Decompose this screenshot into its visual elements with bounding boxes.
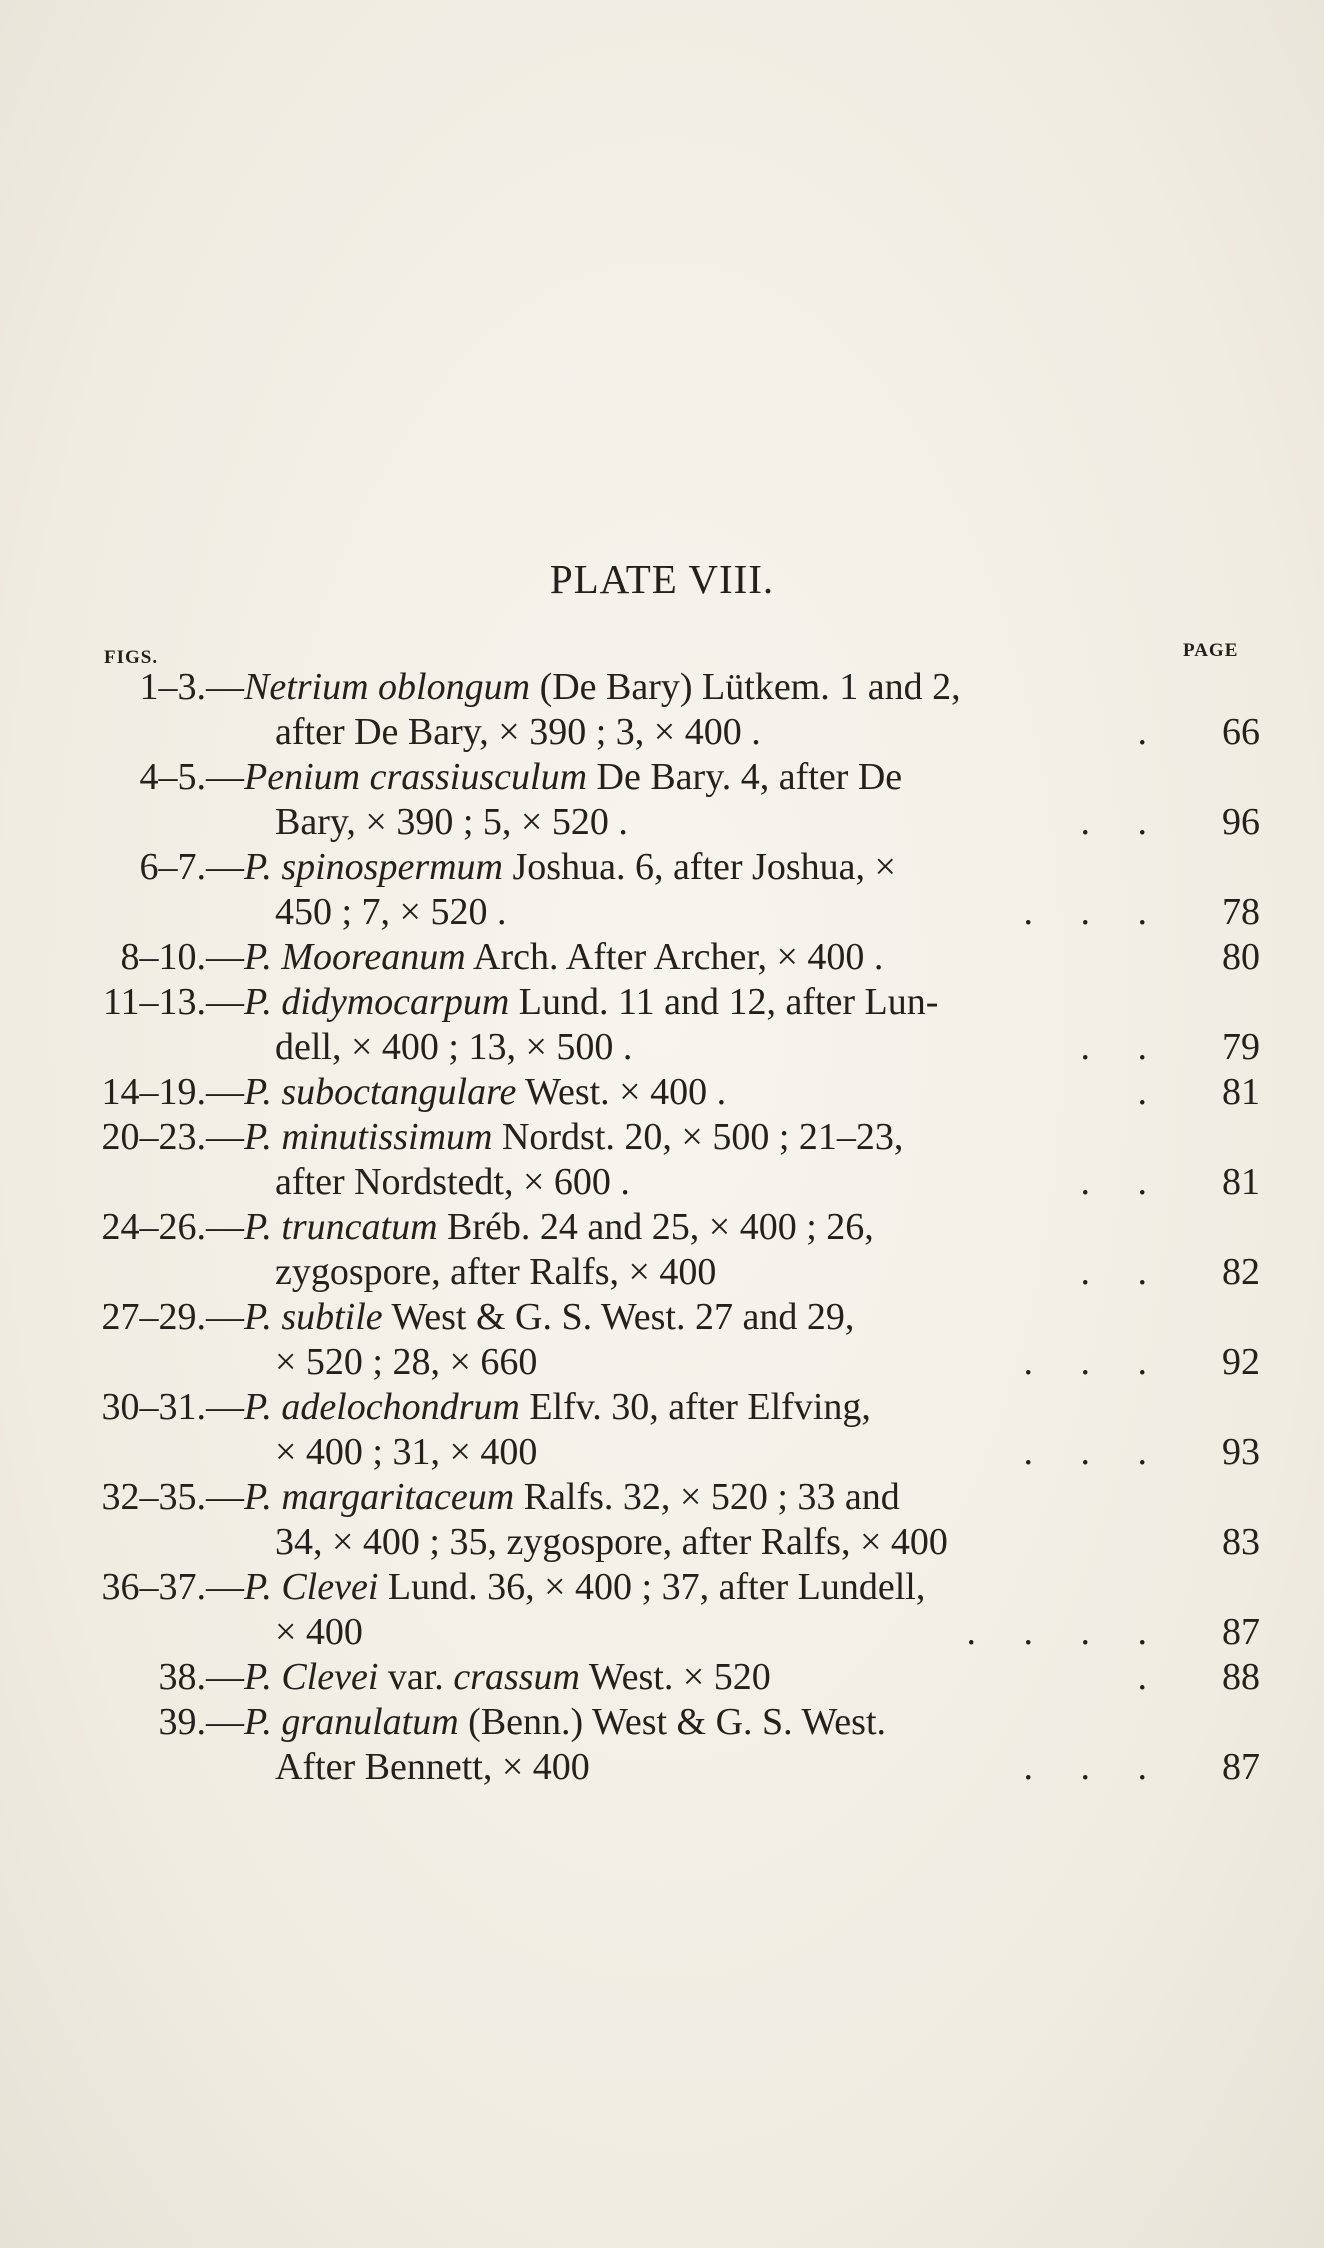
dot-leader: . .	[1080, 1026, 1147, 1068]
dot-leader: .	[1137, 1071, 1147, 1113]
description-text: Lund. 11 and 12, after Lun-	[509, 981, 939, 1023]
figure-numbers: 27–29.—	[101, 1296, 244, 1338]
entry-description	[244, 755, 1147, 800]
description-continuation: × 520 ; 28, × 660	[275, 1341, 538, 1383]
figure-entry	[0, 755, 1324, 845]
dot-leader: . . . .	[966, 1611, 1147, 1653]
figure-entry	[0, 1385, 1324, 1475]
entry-line-2	[0, 800, 1324, 845]
figure-entry	[0, 1475, 1324, 1565]
figure-entry	[0, 1070, 1324, 1115]
figure-numbers: 30–31.—	[101, 1386, 244, 1428]
entry-line-2	[0, 1160, 1324, 1205]
species-name: Penium crassiusculum	[244, 756, 588, 798]
entry-line-1	[0, 845, 1324, 890]
page-number: 96	[1222, 801, 1260, 843]
dot-leader: . .	[1080, 801, 1147, 843]
page-number: 87	[1222, 1611, 1260, 1653]
description-continuation: × 400	[275, 1611, 363, 1653]
entry-line-2	[0, 1340, 1324, 1385]
dot-leader: . .	[1080, 1161, 1147, 1203]
entry-line-1	[0, 1475, 1324, 1520]
entry-line-1	[0, 1295, 1324, 1340]
entry-line-2	[0, 1610, 1324, 1655]
page-number: 93	[1222, 1431, 1260, 1473]
figure-numbers: 32–35.—	[101, 1476, 244, 1518]
entry-line-1	[0, 980, 1324, 1025]
figure-entry	[0, 935, 1324, 980]
description-continuation: dell, × 400 ; 13, × 500 .	[275, 1026, 633, 1068]
species-name: P. Clevei	[244, 1566, 379, 1608]
description-text: Joshua. 6, after Joshua, ×	[503, 846, 896, 888]
dot-leader: . . .	[1023, 1341, 1147, 1383]
entry-description	[244, 665, 1147, 710]
description-continuation: zygospore, after Ralfs, × 400	[275, 1251, 717, 1293]
entry-line-1	[0, 665, 1324, 710]
species-name: Netrium oblongum	[244, 666, 531, 708]
species-name: P. didymocarpum	[244, 981, 510, 1023]
plate-title: PLATE VIII.	[549, 556, 775, 602]
page-number: 79	[1222, 1026, 1260, 1068]
entry-description	[244, 1475, 1147, 1520]
figure-numbers: 4–5.—	[139, 756, 244, 798]
description-continuation: After Bennett, × 400	[275, 1746, 590, 1788]
entry-line-1	[0, 755, 1324, 800]
entry-line-2	[0, 1745, 1324, 1790]
figure-entry	[0, 1115, 1324, 1205]
page-number: 82	[1222, 1251, 1260, 1293]
figure-numbers: 11–13.—	[102, 981, 244, 1023]
description-text: Arch. After Archer, × 400 .	[465, 936, 884, 978]
species-name: P. margaritaceum	[244, 1476, 515, 1518]
figs-column-header: FIGS.	[104, 647, 159, 668]
entry-line-1	[0, 1205, 1324, 1250]
description-text: Elfv. 30, after Elfving,	[519, 1386, 871, 1428]
figure-entry	[0, 845, 1324, 935]
entry-description	[244, 1205, 1147, 1250]
entry-line-2	[0, 1025, 1324, 1070]
description-text: Nordst. 20, × 500 ; 21–23,	[492, 1116, 904, 1158]
page-number: 92	[1222, 1341, 1260, 1383]
figure-numbers: 36–37.—	[101, 1566, 244, 1608]
species-name: P. adelochondrum	[244, 1386, 520, 1428]
description-text: West. × 400 .	[516, 1071, 727, 1113]
figure-numbers: 8–10.—	[120, 936, 244, 978]
description-continuation: after Nordstedt, × 600 .	[275, 1161, 630, 1203]
figure-numbers: 1–3.—	[139, 666, 244, 708]
description-continuation: Bary, × 390 ; 5, × 520 .	[275, 801, 628, 843]
page-number: 87	[1222, 1746, 1260, 1788]
figure-numbers: 6–7.—	[139, 846, 244, 888]
entry-description	[244, 935, 1147, 980]
dot-leader: . .	[1080, 1251, 1147, 1293]
description-text: West & G. S. West. 27 and 29,	[382, 1296, 855, 1338]
species-name: P. minutissimum	[244, 1116, 493, 1158]
figure-numbers: 20–23.—	[101, 1116, 244, 1158]
page-number: 80	[1222, 936, 1260, 978]
description-text: De Bary. 4, after De	[587, 756, 903, 798]
description-continuation: 34, × 400 ; 35, zygospore, after Ralfs, × 400	[275, 1521, 948, 1563]
description-text: (Benn.) West & G. S. West.	[458, 1701, 887, 1743]
entry-line-2	[0, 1250, 1324, 1295]
figure-numbers: 14–19.—	[101, 1071, 244, 1113]
page-number: 81	[1222, 1161, 1260, 1203]
entry-description	[244, 1385, 1147, 1430]
entry-line-1	[0, 1385, 1324, 1430]
entry-line-1	[0, 1070, 1324, 1115]
figure-numbers: 38.—	[158, 1656, 244, 1698]
figure-entry	[0, 980, 1324, 1070]
dot-leader: . . .	[1023, 891, 1147, 933]
species-name: P. Mooreanum	[244, 936, 466, 978]
figure-entry	[0, 1565, 1324, 1655]
description-continuation: 450 ; 7, × 520 .	[275, 891, 507, 933]
description-text: West. × 520	[580, 1656, 771, 1698]
entry-description	[244, 1565, 1147, 1610]
figure-numbers: 24–26.—	[101, 1206, 244, 1248]
description-continuation: after De Bary, × 390 ; 3, × 400 .	[275, 711, 761, 753]
page-number: 66	[1222, 711, 1260, 753]
figure-entry	[0, 1655, 1324, 1700]
entry-line-1	[0, 935, 1324, 980]
species-name: P. granulatum	[244, 1701, 459, 1743]
page-column-header: PAGE	[1183, 640, 1239, 661]
page-number: 78	[1222, 891, 1260, 933]
page-number: 81	[1222, 1071, 1260, 1113]
description-text: Ralfs. 32, × 520 ; 33 and	[514, 1476, 900, 1518]
figure-entry	[0, 1295, 1324, 1385]
species-name: P. spinospermum	[244, 846, 503, 888]
page-number: 83	[1222, 1521, 1260, 1563]
species-name: P. Clevei	[244, 1656, 379, 1698]
description-text: Bréb. 24 and 25, × 400 ; 26,	[437, 1206, 874, 1248]
dot-leader: . . .	[1023, 1746, 1147, 1788]
dot-leader: . . .	[1023, 1431, 1147, 1473]
entry-line-2	[0, 890, 1324, 935]
figure-entry	[0, 1700, 1324, 1790]
entry-description	[244, 845, 1147, 890]
page-number: 88	[1222, 1656, 1260, 1698]
description-text: Lund. 36, × 400 ; 37, after Lundell,	[378, 1566, 926, 1608]
description-text: (De Bary) Lütkem. 1 and 2,	[530, 666, 961, 708]
dot-leader: .	[1137, 711, 1147, 753]
species-name: P. subtile	[244, 1296, 383, 1338]
entry-line-2	[0, 710, 1324, 755]
entry-description	[244, 1115, 1147, 1160]
entry-line-2	[0, 1430, 1324, 1475]
plate-figure-list	[0, 665, 1324, 1790]
variety-name: crassum	[453, 1656, 580, 1698]
species-name: P. truncatum	[244, 1206, 438, 1248]
species-name: P. suboctangulare	[244, 1071, 517, 1113]
variety-marker: var.	[378, 1656, 454, 1698]
entry-description	[244, 980, 1147, 1025]
entry-line-1	[0, 1565, 1324, 1610]
figure-entry	[0, 1205, 1324, 1295]
dot-leader: .	[1137, 1656, 1147, 1698]
entry-line-1	[0, 1655, 1324, 1700]
entry-line-1	[0, 1700, 1324, 1745]
entry-line-2	[0, 1520, 1324, 1565]
entry-line-1	[0, 1115, 1324, 1160]
description-continuation: × 400 ; 31, × 400	[275, 1431, 538, 1473]
entry-description	[244, 1295, 1147, 1340]
entry-description	[244, 1700, 1147, 1745]
figure-numbers: 39.—	[158, 1701, 244, 1743]
figure-entry	[0, 665, 1324, 755]
